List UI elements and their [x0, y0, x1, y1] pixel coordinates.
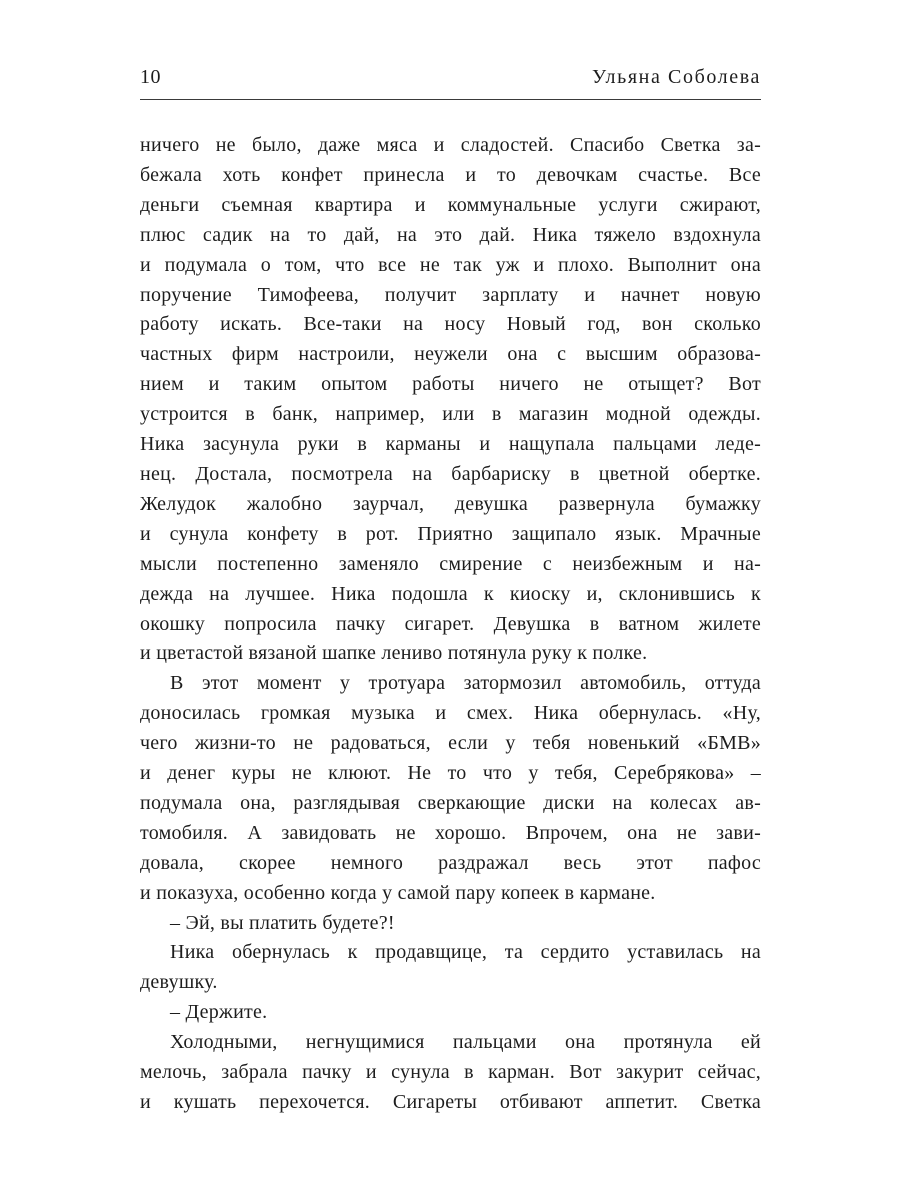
- author-name: Ульяна Соболева: [592, 66, 761, 88]
- text-line: Ника обернулась к продавщице, та сердито уставилась на: [170, 941, 761, 964]
- text-line: дежда на лучшее. Ника подошла к киоску и, склонившись к: [140, 582, 761, 605]
- text-line: мелочь, забрала пачку и сунула в карман. Вот закурит сейчас,: [140, 1061, 761, 1084]
- text-line: устроится в банк, например, или в магазин модной одежды.: [140, 403, 761, 426]
- text-line: довала, скорее немного раздражал весь этот пафос: [140, 851, 761, 874]
- text-line: и подумала о том, что все не так уж и плохо. Выполнит она: [140, 253, 761, 276]
- text-line: Холодными, негнущимися пальцами она протянула ей: [170, 1031, 761, 1054]
- text-line: ничего не было, даже мяса и сладостей. Спасибо Светка за-: [140, 134, 761, 156]
- text-line: чего жизни-то не радоваться, если у тебя новенький «БМВ»: [140, 732, 761, 755]
- dialogue-line: – Эй, вы платить будете?!: [170, 911, 395, 934]
- text-line: и цветастой вязаной шапке лениво потянула руку к полке.: [140, 642, 648, 665]
- dialogue-line: – Держите.: [170, 1001, 268, 1024]
- text-line: В этот момент у тротуара затормозил автомобиль, оттуда: [170, 672, 761, 695]
- text-line: нием и таким опытом работы ничего не отыщет? Вот: [140, 373, 761, 396]
- text-line: и показуха, особенно когда у самой пару копеек в кармане.: [140, 881, 656, 904]
- text-line: Ника засунула руки в карманы и нащупала пальцами леде-: [140, 433, 761, 456]
- text-line: доносилась громкая музыка и смех. Ника обернулась. «Ну,: [140, 702, 761, 725]
- text-line: и денег куры не клюют. Не то что у тебя, Серебрякова» –: [140, 762, 761, 785]
- text-line: частных фирм настроили, неужели она с высшим образова-: [140, 343, 761, 366]
- text-line: девушку.: [140, 971, 218, 994]
- text-line: деньги съемная квартира и коммунальные услуги сжирают,: [140, 193, 761, 216]
- text-line: плюс садик на то дай, на это дай. Ника тяжело вздохнула: [140, 223, 761, 246]
- page-number: 10: [140, 66, 161, 88]
- text-line: бежала хоть конфет принесла и то девочкам счастье. Все: [140, 163, 761, 186]
- text-line: поручение Тимофеева, получит зарплату и начнет новую: [140, 283, 761, 306]
- text-line: Желудок жалобно заурчал, девушка развернула бумажку: [140, 492, 761, 515]
- text-line: работу искать. Все-таки на носу Новый год, вон сколько: [140, 313, 761, 336]
- text-line: и кушать перехочется. Сигареты отбивают аппетит. Светка: [140, 1091, 761, 1113]
- text-line: нец. Достала, посмотрела на барбариску в цветной обертке.: [140, 462, 761, 485]
- text-line: подумала она, разглядывая сверкающие диски на колесах ав-: [140, 791, 761, 814]
- text-line: мысли постепенно заменяло смирение с неизбежным и на-: [140, 552, 761, 575]
- text-line: и сунула конфету в рот. Приятно защипало язык. Мрачные: [140, 522, 761, 545]
- page-text: [140, 131, 761, 1118]
- text-line: томобиля. А завидовать не хорошо. Впрочем, она не зави-: [140, 821, 761, 844]
- page-header: [140, 66, 761, 100]
- text-line: окошку попросила пачку сигарет. Девушка в ватном жилете: [140, 612, 761, 635]
